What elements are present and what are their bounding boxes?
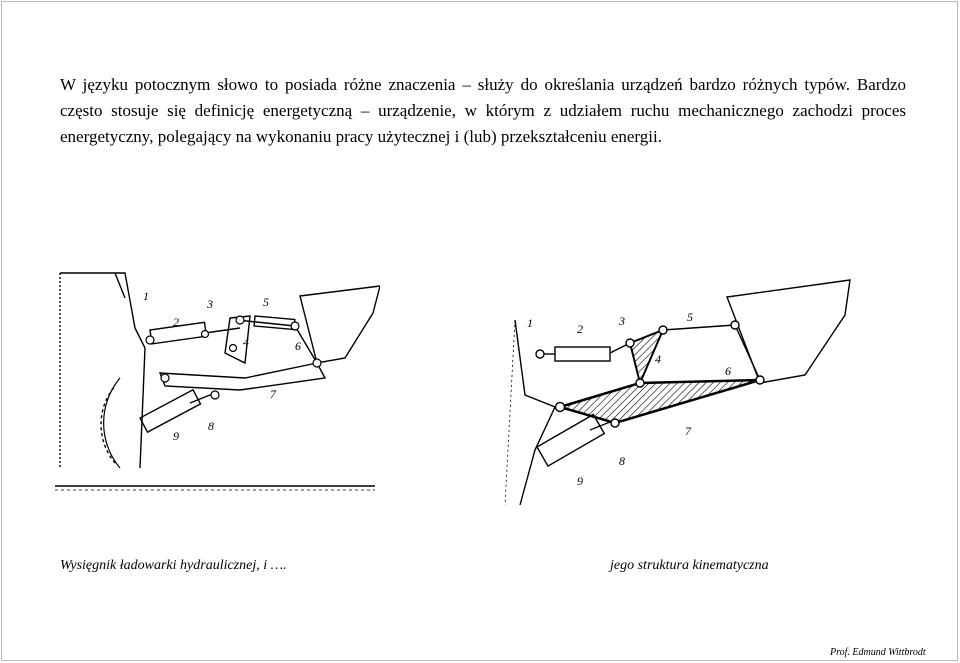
- right-label-8: 8: [619, 454, 625, 468]
- right-label-9: 9: [577, 474, 583, 488]
- left-label-9: 9: [173, 429, 179, 443]
- left-label-1: 1: [143, 289, 149, 303]
- left-label-4: 4: [243, 335, 249, 349]
- left-label-2: 2: [173, 315, 179, 329]
- author-footer: Prof. Edmund Wittbrodt: [830, 647, 926, 658]
- right-label-6: 6: [725, 364, 731, 378]
- right-label-5: 5: [687, 310, 693, 324]
- left-label-8: 8: [208, 419, 214, 433]
- left-label-6: 6: [295, 339, 301, 353]
- caption-right: jego struktura kinematyczna: [610, 558, 769, 573]
- loader-boom-drawing: [55, 268, 380, 493]
- left-label-3: 3: [207, 297, 213, 311]
- right-label-1: 1: [527, 316, 533, 330]
- left-label-7: 7: [270, 387, 276, 401]
- left-label-5: 5: [263, 295, 269, 309]
- right-label-2: 2: [577, 322, 583, 336]
- right-label-3: 3: [619, 314, 625, 328]
- right-label-7: 7: [685, 424, 691, 438]
- intro-paragraph: W języku potocznym słowo to posiada różne znaczenia – służy do określania urządzeń bardzo różnych typów. Bardzo często stosuje się definicję energetyczną – urządzenie, w którym z udziałem ruchu mechanicznego zachodzi proces energetyczny, polegający na wykonaniu pracy użytecznej i (lub) przekształceniu energii.: [60, 75, 906, 146]
- right-label-4: 4: [655, 352, 661, 366]
- kinematic-structure-diagram: [495, 275, 865, 505]
- caption-left: Wysięgnik ładowarki hydraulicznej, i ….: [60, 558, 287, 573]
